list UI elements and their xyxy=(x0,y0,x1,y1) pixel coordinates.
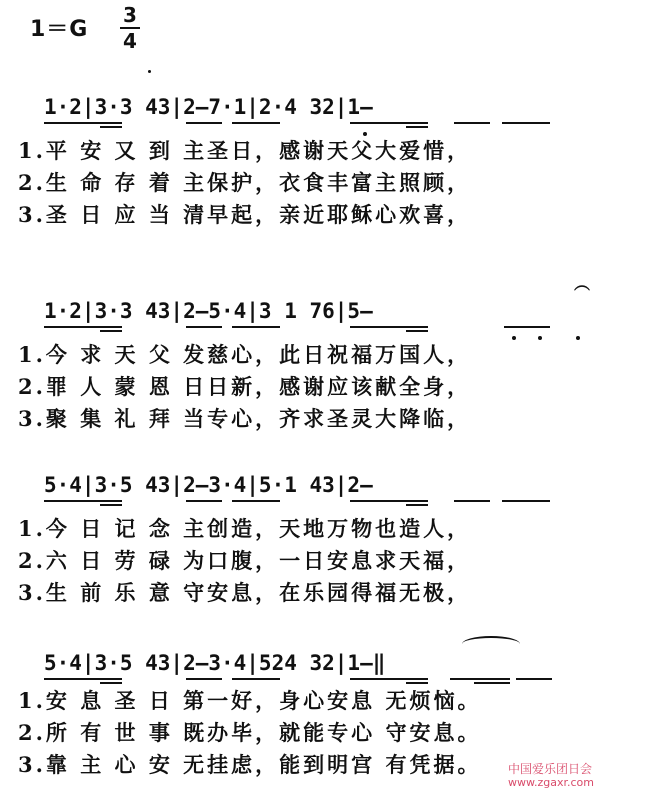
watermark-site-name: 中国爱乐团日会 xyxy=(508,762,593,776)
beam-underline xyxy=(186,122,222,124)
beam-underline xyxy=(474,682,510,684)
low-octave-dot xyxy=(363,132,367,136)
beam-underline xyxy=(502,500,550,502)
notation-line: 1·2|3·3 43|2—5·4|3 1 76|5— xyxy=(44,299,373,323)
beam-underline xyxy=(350,326,428,328)
lyric-verse-2: 2.生 命 存 着 主保护，衣食丰富主照顾， xyxy=(18,170,472,195)
lyric-verse-2: 2.六 日 劳 碌 为口腹，一日安息求天福， xyxy=(18,548,472,573)
beam-underline xyxy=(44,678,122,680)
beam-underline xyxy=(504,326,550,328)
watermark-url: www.zgaxr.com xyxy=(508,776,594,789)
lyric-verse-3: 3.聚 集 礼 拜 当专心，齐求圣灵大降临， xyxy=(18,406,472,431)
beam-underline xyxy=(186,326,222,328)
lyric-verse-1: 1.安 息 圣 日 第一好，身心安息 无烦恼。 xyxy=(18,688,482,713)
beam-underline xyxy=(100,126,122,128)
time-signature-bottom: 4 xyxy=(123,29,137,53)
beam-underline xyxy=(100,504,122,506)
beam-underline xyxy=(350,678,428,680)
tie-slur xyxy=(462,636,520,652)
time-signature-top: 3 xyxy=(123,3,137,27)
beam-underline xyxy=(406,682,428,684)
beam-underline xyxy=(454,122,490,124)
beam-underline xyxy=(232,122,280,124)
beam-underline xyxy=(100,682,122,684)
low-octave-dot xyxy=(512,336,516,340)
lyric-verse-3: 3.圣 日 应 当 清早起，亲近耶稣心欢喜， xyxy=(18,202,472,227)
stray-dot xyxy=(148,70,151,73)
notation-line: 1·2|3·3 43|2—7·1|2·4 32|1— xyxy=(44,95,373,119)
notation-line: 5·4|3·5 43|2—3·4|5·1 43|2— xyxy=(44,473,373,497)
low-octave-dot xyxy=(538,336,542,340)
beam-underline xyxy=(406,504,428,506)
beam-underline xyxy=(406,126,428,128)
site-watermark xyxy=(508,762,594,790)
beam-underline xyxy=(450,678,510,680)
beam-underline xyxy=(406,330,428,332)
beam-underline xyxy=(502,122,550,124)
low-octave-dot xyxy=(576,336,580,340)
lyric-verse-3: 3.生 前 乐 意 守安息，在乐园得福无极， xyxy=(18,580,472,605)
beam-underline xyxy=(232,326,280,328)
beam-underline xyxy=(100,330,122,332)
lyric-verse-2: 2.罪 人 蒙 恩 日日新，感谢应该献全身， xyxy=(18,374,472,399)
lyric-verse-1: 1.今 求 天 父 发慈心，此日祝福万国人， xyxy=(18,342,472,367)
beam-underline xyxy=(44,122,122,124)
beam-underline xyxy=(232,678,280,680)
lyric-verse-2: 2.所 有 世 事 既办毕，就能专心 守安息。 xyxy=(18,720,482,745)
lyric-verse-1: 1.今 日 记 念 主创造，天地万物也造人， xyxy=(18,516,472,541)
key-signature: 1＝G xyxy=(30,17,89,42)
beam-underline xyxy=(44,326,122,328)
beam-underline xyxy=(232,500,280,502)
beam-underline xyxy=(516,678,552,680)
lyric-verse-3: 3.靠 主 心 安 无挂虑，能到明宫 有凭据。 xyxy=(18,752,482,777)
beam-underline xyxy=(186,500,222,502)
time-signature xyxy=(120,4,140,52)
beam-underline xyxy=(350,500,428,502)
beam-underline xyxy=(186,678,222,680)
notation-line: 5·4|3·5 43|2—3·4|524 32|1—‖ xyxy=(44,651,386,675)
beam-underline xyxy=(350,122,428,124)
beam-underline xyxy=(454,500,490,502)
lyric-verse-1: 1.平 安 又 到 主圣日，感谢天父大爱惜， xyxy=(18,138,472,163)
fermata-icon: ︵ xyxy=(574,274,591,293)
beam-underline xyxy=(44,500,122,502)
